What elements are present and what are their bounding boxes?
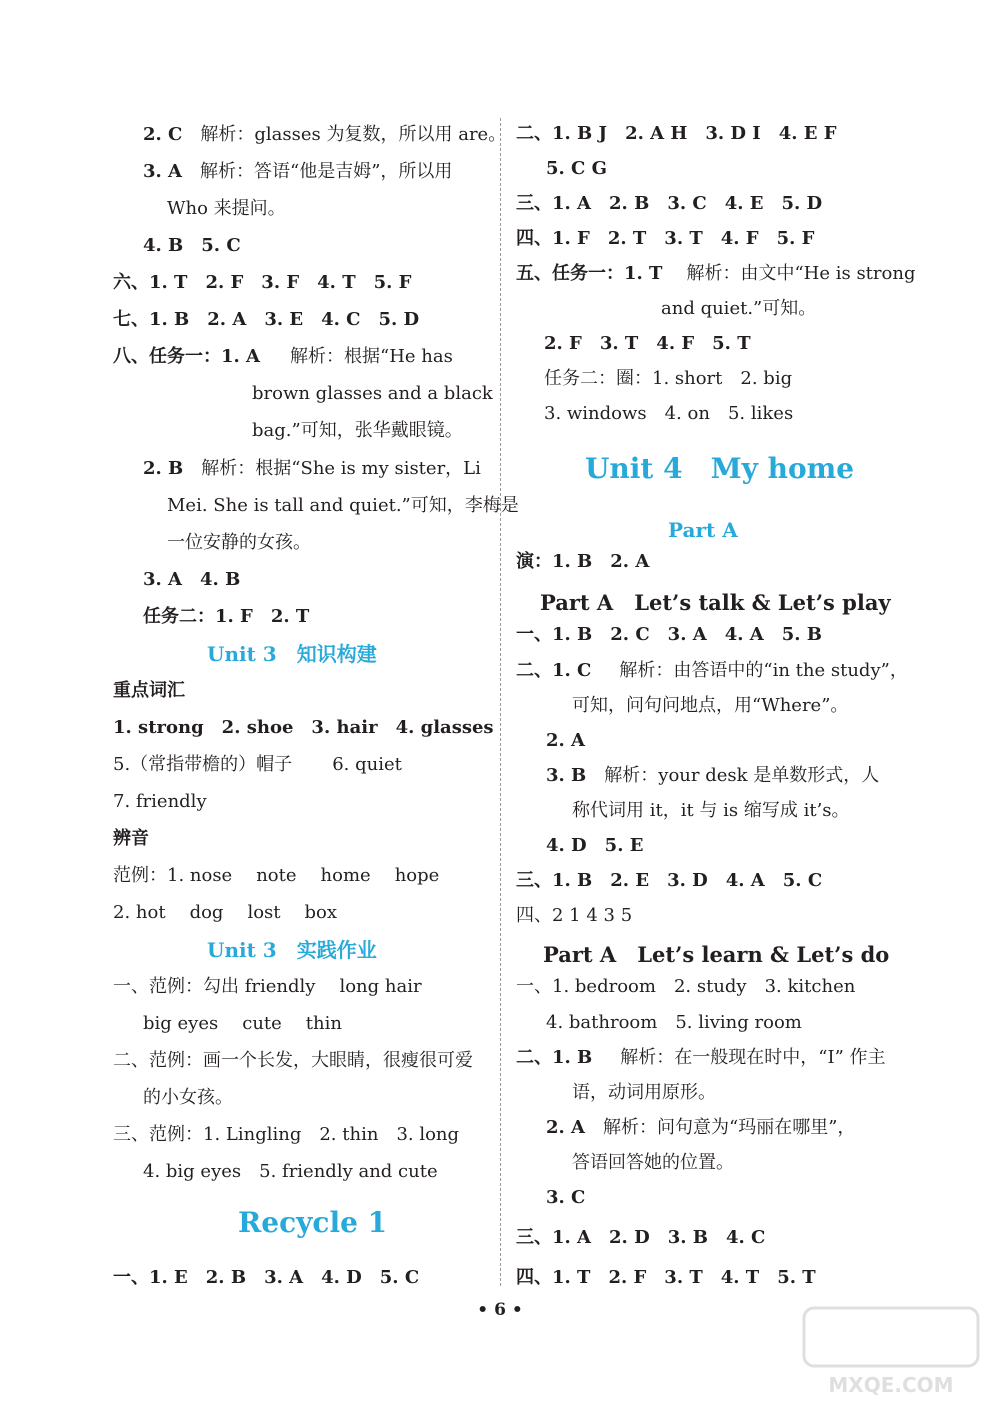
- answer-line: 4. bathroom 5. living room: [546, 1012, 802, 1033]
- answer-line: 7. friendly: [113, 791, 207, 812]
- section-heading: Unit 4 My home: [585, 452, 855, 485]
- answer-line: 4. big eyes 5. friendly and cute: [143, 1161, 438, 1182]
- answer-line: 四、1. T 2. F 3. T 4. T 5. T: [516, 1267, 816, 1288]
- answer-line: 1. strong 2. shoe 3. hair 4. glasses: [113, 717, 494, 738]
- answer-line: 2. C 解析：glasses 为复数，所以用 are。: [143, 124, 507, 145]
- section-heading: Part A: [668, 518, 738, 542]
- answer-line: 三、1. A 2. D 3. B 4. C: [516, 1227, 766, 1248]
- answer-line: 二、范例：画一个长发，大眼睛，很瘦很可爱: [113, 1050, 473, 1071]
- answer-line: 四、1. F 2. T 3. T 4. F 5. F: [516, 228, 815, 249]
- answer-line: 2. A 解析：问句意为“玛丽在哪里”，: [546, 1117, 856, 1138]
- answer-line: 5.（常指带檐的）帽子 6. quiet: [113, 754, 402, 775]
- answer-line: 2. F 3. T 4. F 5. T: [544, 333, 751, 354]
- section-heading: Unit 3 知识构建: [207, 642, 377, 666]
- answer-line: 三、范例：1. Lingling 2. thin 3. long: [113, 1124, 460, 1145]
- answer-line: 八、任务一：1. A 解析：根据“He has: [113, 346, 453, 367]
- answer-line: 3. windows 4. on 5. likes: [544, 403, 794, 424]
- answer-line: 范例：1. nose note home hope: [113, 865, 440, 886]
- answer-line: 七、1. B 2. A 3. E 4. C 5. D: [113, 309, 420, 330]
- answer-line: 3. B 解析：your desk 是单数形式，人: [546, 765, 880, 786]
- answer-line: 3. A 4. B: [143, 569, 241, 590]
- answer-line: bag.”可知，张华戴眼镜。: [252, 420, 463, 441]
- answer-line: 四、2 1 4 3 5: [516, 905, 633, 926]
- watermark-logo: [796, 1302, 986, 1402]
- answer-line: 二、1. C 解析：由答语中的“in the study”，: [516, 660, 908, 681]
- answer-line: 一、1. E 2. B 3. A 4. D 5. C: [113, 1267, 420, 1288]
- answer-line: 4. B 5. C: [143, 235, 241, 256]
- column-divider: [500, 118, 501, 1286]
- part-heading: Part A Let’s talk & Let’s play: [540, 590, 891, 615]
- section-heading: Unit 3 实践作业: [207, 938, 377, 962]
- answer-line: 三、1. B 2. E 3. D 4. A 5. C: [516, 870, 823, 891]
- answer-line: and quiet.”可知。: [661, 298, 817, 319]
- answer-line: 3. C: [546, 1187, 586, 1208]
- answer-line: 可知，问句问地点，用“Where”。: [572, 695, 849, 716]
- answer-line: 4. D 5. E: [546, 835, 644, 856]
- section-heading: Recycle 1: [238, 1206, 388, 1239]
- answer-line: 任务二：1. F 2. T: [143, 606, 310, 627]
- answer-line: big eyes cute thin: [143, 1013, 342, 1034]
- answer-line: 二、1. B 解析：在一般现在时中，“I” 作主: [516, 1047, 886, 1068]
- answer-line: 2. A: [546, 730, 586, 751]
- answer-line: 一位安静的女孩。: [167, 532, 311, 553]
- answer-line: 五、任务一：1. T 解析：由文中“He is strong: [516, 263, 916, 284]
- answer-line: 演：1. B 2. A: [516, 551, 650, 572]
- answer-line: 3. A 解析：答语“他是吉姆”，所以用: [143, 161, 453, 182]
- answer-line: 一、范例：勾出 friendly long hair: [113, 976, 422, 997]
- page-number: • 6 •: [477, 1300, 523, 1320]
- answer-line: 一、1. B 2. C 3. A 4. A 5. B: [516, 624, 823, 645]
- answer-line: brown glasses and a black: [252, 383, 493, 404]
- answer-line: 答语回答她的位置。: [572, 1152, 734, 1173]
- answer-line: 2. B 解析：根据“She is my sister，Li: [143, 458, 481, 479]
- part-heading: Part A Let’s learn & Let’s do: [543, 942, 890, 967]
- answer-line: 三、1. A 2. B 3. C 4. E 5. D: [516, 193, 823, 214]
- answer-line: 2. hot dog lost box: [113, 902, 338, 923]
- answer-line: 一、1. bedroom 2. study 3. kitchen: [516, 976, 856, 997]
- answer-line: Mei. She is tall and quiet.”可知，李梅是: [167, 495, 519, 516]
- answer-line: Who 来提问。: [167, 198, 286, 219]
- answer-line: 称代词用 it，it 与 is 缩写成 it’s。: [572, 800, 850, 821]
- answer-line: 语，动词用原形。: [572, 1082, 716, 1103]
- subsection-heading: 辨音: [113, 828, 149, 849]
- svg-text:MXQE.COM: MXQE.COM: [828, 1373, 954, 1397]
- subsection-heading: 重点词汇: [113, 680, 185, 701]
- answer-line: 六、1. T 2. F 3. F 4. T 5. F: [113, 272, 412, 293]
- answer-line: 5. C G: [546, 158, 608, 179]
- answer-line: 二、1. B J 2. A H 3. D I 4. E F: [516, 123, 837, 144]
- answer-line: 任务二：圈：1. short 2. big: [544, 368, 793, 389]
- answer-line: 的小女孩。: [143, 1087, 233, 1108]
